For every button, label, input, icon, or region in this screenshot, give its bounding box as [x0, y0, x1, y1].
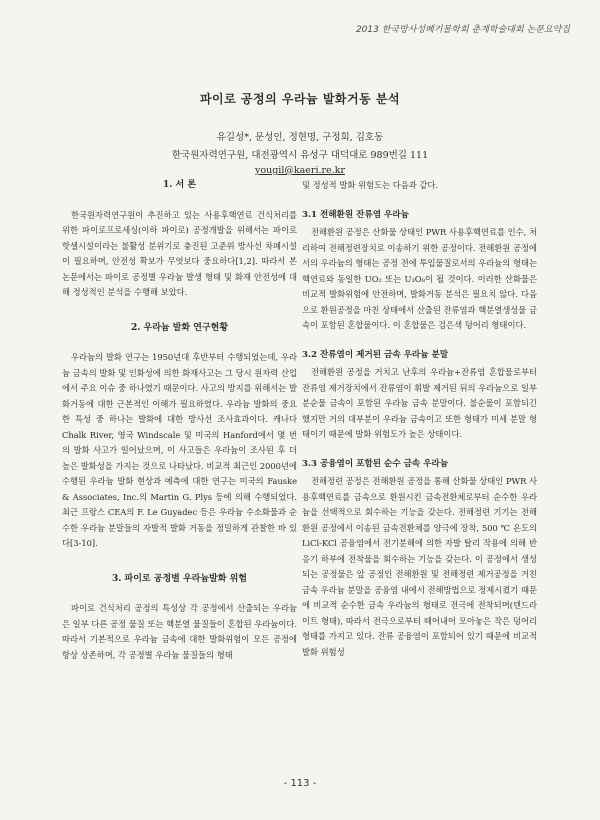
section-body-process-risk: 파이로 건식처리 공정의 특성상 각 공정에서 산출되는 우라늄은 일부 다른 공정 물질 또는 핵분열 물질들이 혼합된 우라늄이다. 따라서 기본적으로 우라늄 금속에 대한 발화위험이 모든 공정에 항상 상존하며, 각 공정별 우라늄 물질들의 형태 [62, 603, 297, 660]
section-heading-process-risk: 3. 파이로 공정별 우라늄발화 위험 [112, 573, 247, 584]
affiliation: 한국원자력연구원, 대전광역시 유성구 대덕대로 989번길 111 [171, 150, 429, 161]
section-body-introduction: 한국원자력연구원이 추진하고 있는 사용후핵연료 건식처리를 위한 파이로프로세싱(이하 파이로) 공정개발을 위해서는 파이로 핫셀시설이라는 불활성 분위기로 충진된 고준위 방사선 차폐시설이 필요하며, 안전성 확보가 무엇보다 중요하다[1,2]. 따라서 본 논문에서는 파이로 공정별 우라늄 발생 형태 및 화재 안전성에 대해 정성적인 분석을 수행해 보았다. [62, 209, 297, 297]
left-column [62, 178, 297, 663]
page-number: - 113 - [283, 778, 317, 789]
right-column [302, 178, 537, 660]
subsection-heading-3-2: 3.2 잔류염이 제거된 금속 우라늄 분말 [302, 349, 449, 360]
subsection-heading-3-1: 3.1 전해환원 잔류염 우라늄 [302, 209, 409, 220]
section-body-research-status: 우라늄의 발화 연구는 1950년대 후반부터 수행되었는데, 우라늄 금속의 발화 및 인화성에 의한 화재사고는 그 당시 원자력 산업에서 주요 이슈 중 하나였기 때문이다. 사고의 방지를 위해서는 발화거동에 대한 근본적인 이해가 필요하였다. 우라늄 발화의 중요한 특성 중 하나는 발화에 대한 방사선 조사효과이다. 캐나다 Chalk River, 영국 Windscale 및 미국의 Hanford에서 몇 번의 발화 사고가 일어났으며, 이 사고들은 우라늄이 조사된 후 더 높은 발화성을 가지는 것으로 나타났다. 비교적 최근인 2000년에 수행된 우라늄 발화 현상과 예측에 대한 연구는 미국의 Fauske & Associates, Inc.의 Martin G. Plys 등에 의해 수행되었다. 최근 프랑스 CEA의 F. Le Guyadec 등은 우라늄 수소화물과 순수한 우라늄 분말들의 자발적 발화 거동을 정밀하게 관찰한 바 있다[3-10]. [62, 352, 297, 548]
section-heading-research-status: 2. 우라늄 발화 연구현황 [130, 322, 229, 333]
author-email[interactable]: yougil@kaeri.re.kr [255, 165, 345, 176]
author-list: 유길성*, 문성인, 정현명, 구정회, 김호동 [216, 132, 384, 143]
subsection-body-3-2: 전해환원 공정을 거치고 난후의 우라늄+잔류염 혼합물로부터 잔류염 제거장치에서 잔류염이 휘발 제거된 뒤의 우라늄으로 일부 분순물 금속이 포함된 우라늄 금속 분말이다. 불순물이 포함되긴 했지만 거의 대부분이 우라늄 금속이고 또한 형태가 미세 분말 형태이기 때문에 발화 위험도가 높은 상태이다. [302, 367, 537, 439]
paper-title: 파이로 공정의 우라늄 발화거동 분석 [199, 92, 401, 106]
subsection-body-3-1: 전해환원 공정은 산화물 상태인 PWR 사용후핵연료를 인수, 처리하여 전해정련장치로 이송하기 위한 공정이다. 전해환원 공정에서의 우라늄의 형태는 공정 전에 투입물질로서의 우라늄의 형태는 핵연료와 동일한 UO₂ 또는 U₃O₈이 될 것이다. 이러한 산화물은 비교적 발화위험에 안전하며, 발화거동 분석은 필요치 않다. 다음으로 환원공정을 마친 상태에서 산출된 잔류염과 핵분열생성물 금속이 포함된 혼합물이다. 이 혼합물은 검은색 덩어리 형태이다. [302, 227, 537, 330]
section-heading-introduction: 1. 서 론 [162, 180, 197, 190]
running-header: 2013 한국방사성폐기물학회 춘계학술대회 논문요약집 [355, 25, 570, 35]
title-block [0, 90, 600, 176]
subsection-heading-3-3: 3.3 공융염이 포함된 순수 금속 우라늄 [302, 458, 449, 469]
section-body-continued: 및 정성적 발화 위험도는 다음과 같다. [302, 180, 439, 190]
subsection-body-3-3: 전해정련 공정은 전해환원 공정을 통해 산화물 상태인 PWR 사용후핵연료를 금속으로 환원시킨 금속전환체로부터 순수한 우라늄을 선택적으로 회수하는 기능을 갖는다. 전해정련 기기는 전해환원 공정에서 이송된 금속전환체를 양극에 장착, 500 ℃ 온도의 LiCl-KCl 공융염에서 전기분해에 의한 자발 탈리 작용에 의해 반응기 하부에 전착물을 회수하는 기능을 갖는다. 이 공정에서 생성되는 공정물은 앞 공정인 전해환원 및 전해정련 제거공정을 거친 금속 우라늄 분말을 공융염 내에서 전해방법으로 정제시켰기 때문에 비교적 순수한 금속 우라늄의 형태로 전극에 전착되며(덴드라이트 형태), 따라서 전극으로부터 떼어내어 모아놓은 작은 덩어리 형태를 가지고 있다. 잔류 공융염이 포함되어 있기 때문에 비교적 발화 위험성 [302, 476, 537, 657]
